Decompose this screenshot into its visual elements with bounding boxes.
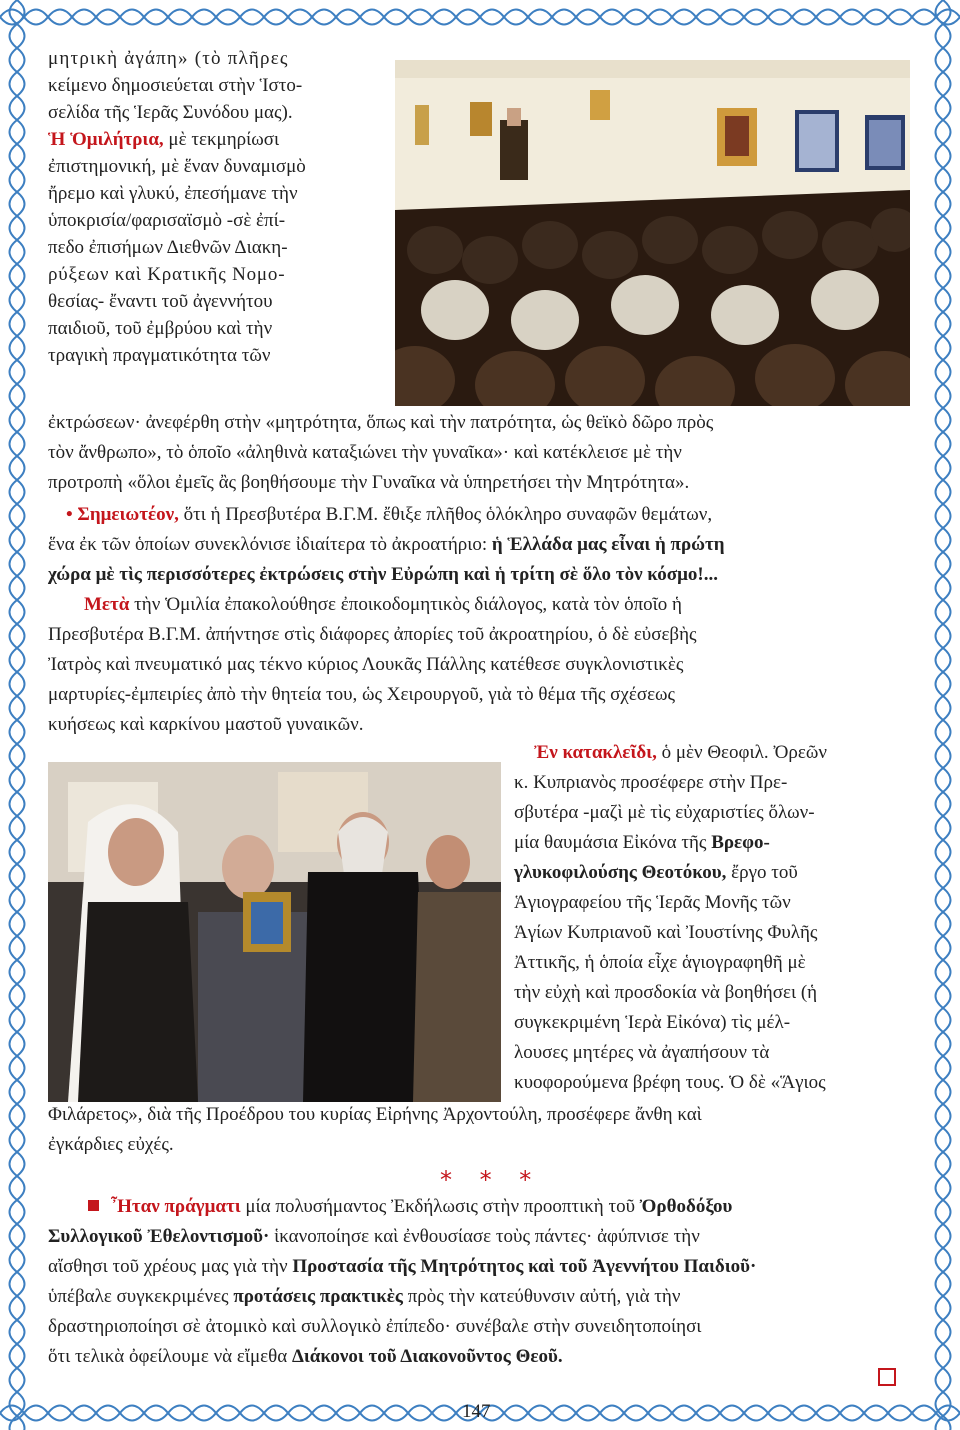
text-line: κείμενο δημοσιεύεται στὴν Ἱστο- xyxy=(48,75,303,96)
text-line: μητρικὴ ἀγάπη» (τὸ πλῆρες xyxy=(48,48,289,69)
text-line: τὴν εὐχὴ καὶ προσδοκία νὰ βοηθήσει (ἡ xyxy=(514,982,818,1003)
text-line xyxy=(84,594,682,616)
text-line: ἐπιστημονική, μὲ ἕναν δυναμισμὸ xyxy=(48,156,306,177)
section-separator: * * * xyxy=(440,1166,542,1194)
square-bullet-icon xyxy=(88,1200,99,1211)
text-run: πρὸς τὴν κατεύθυνσιν αὐτή, γιὰ τὴν xyxy=(402,1286,681,1307)
text-line: μαρτυρίες-ἐμπειρίες ἀπὸ τὴν θητεία του, ὡς Χειρουργοῦ, γιὰ τὸ θέμα τῆς σχέσεως xyxy=(48,684,676,705)
emphasis-text: Διάκονοι τοῦ Διακονοῦντος Θεοῦ. xyxy=(291,1346,563,1367)
photo-lecture-audience xyxy=(395,60,910,406)
text-run: μία πολυσήμαντος Ἐκδήλωσις στὴν προοπτικὴ τοῦ xyxy=(240,1196,640,1217)
text-line: τραγικὴ πραγματικότητα τῶν xyxy=(48,345,271,366)
text-line xyxy=(48,129,279,151)
text-run: τὴν Ὁμιλία ἐπακολούθησε ἐποικοδομητικὸς διάλογος, κατὰ τὸν ὁποῖο ἡ xyxy=(129,594,682,615)
end-of-article-icon xyxy=(878,1368,896,1386)
text-line: κυοφορούμενα βρέφη τους. Ὁ δὲ «Ἅγιος xyxy=(514,1072,826,1093)
text-line: λουσες μητέρες νὰ ἀγαπήσουν τὰ xyxy=(514,1042,770,1063)
text-line: Ἀττικῆς, ἡ ὁποία εἶχε ἁγιογραφηθῆ μὲ xyxy=(514,952,806,973)
page-number: 147 xyxy=(462,1401,491,1422)
decorative-border-left xyxy=(0,0,34,1430)
text-line: Πρεσβυτέρα Β.Γ.Μ. ἀπήντησε στὶς διάφορες ἀπορίες τοῦ ἀκροατηρίου, ὁ δὲ εὐσεβὴς xyxy=(48,624,697,645)
text-line: ἤρεμο καὶ γλυκύ, ἐπεσήμανε τὴν xyxy=(48,183,298,204)
text-run: μὲ τεκμηρίωσι xyxy=(163,129,280,150)
text-run: αἴσθησι τοῦ χρέους μας γιὰ τὴν xyxy=(48,1256,293,1277)
text-run: ἔργο τοῦ xyxy=(726,862,798,883)
emphasis-text: Συλλογικοῦ Ἐθελοντισμοῦ· xyxy=(48,1226,270,1247)
note-label: Σημειωτέον, xyxy=(77,504,179,525)
final-label: Ἦταν πράγματι xyxy=(111,1196,241,1217)
speaker-label: Ἡ Ὁμιλήτρια, xyxy=(48,129,164,150)
emphasis-text: γλυκοφιλούσης Θεοτόκου, xyxy=(514,862,727,883)
emphasis-text: Βρεφο- xyxy=(711,832,770,853)
emphasis-text: ἡ Ἑλλάδα μας εἶναι ἡ πρώτη xyxy=(487,534,725,555)
text-line: τὸν ἄνθρωπο», τὸ ὁποῖο «ἀληθινὰ καταξιώνει τὴν γυναῖκα»· καὶ κατέκλεισε μὲ τὴν xyxy=(48,442,682,463)
emphasis-text: προτάσεις πρακτικὲς xyxy=(233,1286,403,1307)
emphasis-text: Ὀρθοδόξου xyxy=(639,1196,733,1217)
text-line: Ἁγίων Κυπριανοῦ καὶ Ἰουστίνης Φυλῆς xyxy=(514,922,818,943)
text-run: ὅτι τελικὰ ὀφείλουμε νὰ εἴμεθα xyxy=(48,1346,292,1367)
text-line: ἐγκάρδιες εὐχές. xyxy=(48,1134,174,1155)
text-line: σβυτέρα -μαζὶ μὲ τὶς εὐχαριστίες ὅλων- xyxy=(514,802,815,823)
text-line xyxy=(48,1256,756,1278)
text-line xyxy=(514,862,798,884)
bullet-dot: • xyxy=(66,504,73,525)
text-line: ὑποκρισία/φαρισαϊσμὸ -σὲ ἐπί- xyxy=(48,210,286,231)
text-line: κυήσεως καὶ καρκίνου μαστοῦ γυναικῶν. xyxy=(48,714,364,735)
text-line: παιδιοῦ, τοῦ ἐμβρύου καὶ τὴν xyxy=(48,318,273,339)
text-line: Ἰατρὸς καὶ πνευματικό μας τέκνο κύριος Λουκᾶς Πάλλης κατέθεσε συγκλονιστικὲς xyxy=(48,654,684,675)
text-line xyxy=(48,534,725,556)
text-line: σελίδα τῆς Ἱερᾶς Συνόδου μας). xyxy=(48,102,293,123)
text-line xyxy=(48,1286,680,1308)
text-line xyxy=(48,1226,700,1248)
text-line: κ. Κυπριανὸς προσέφερε στὴν Πρε- xyxy=(514,772,788,793)
text-line xyxy=(66,504,712,526)
emphasis-text: χώρα μὲ τὶς περισσότερες ἐκτρώσεις στὴν Εὐρώπη καὶ ἡ τρίτη σὲ ὅλο τὸν κόσμο!... xyxy=(48,564,718,585)
text-line: θεσίας- ἔναντι τοῦ ἀγεννήτου xyxy=(48,291,273,312)
text-run: ὑπέβαλε συγκεκριμένες xyxy=(48,1286,234,1307)
text-line: πεδο ἐπισήμων Διεθνῶν Διακη- xyxy=(48,237,288,258)
text-run: ὁ μὲν Θεοφιλ. Ὀρεῶν xyxy=(656,742,827,763)
text-run: ὅτι ἡ Πρεσβυτέρα Β.Γ.Μ. ἔθιξε πλῆθος ὁλόκληρο συναφῶν θεμάτων, xyxy=(178,504,713,525)
after-label: Μετὰ xyxy=(84,594,130,615)
emphasis-text: Προστασία τῆς Μητρότητος καὶ τοῦ Ἀγεννήτου Παιδιοῦ· xyxy=(292,1256,757,1277)
text-line: προτροπὴ «ὅλοι ἐμεῖς ἂς βοηθήσουμε τὴν Γυναῖκα νὰ ὑπηρετήσει τὴν Μητρότητα». xyxy=(48,472,690,493)
text-line xyxy=(514,832,770,854)
text-line xyxy=(48,1346,563,1368)
text-line: ρύξεων καὶ Κρατικῆς Νομο- xyxy=(48,264,286,285)
decorative-border-right xyxy=(926,0,960,1430)
text-line: δραστηριοποίησι σὲ ἀτομικὸ καὶ συλλογικὸ ἐπίπεδο· συνέβαλε στὴν συνειδητοποίησι xyxy=(48,1316,702,1337)
text-run: μία θαυμάσια Εἰκόνα τῆς xyxy=(514,832,712,853)
text-line: Φιλάρετος», διὰ τῆς Προέδρου του κυρίας Εἰρήνης Ἀρχοντούλη, προσέφερε ἄνθη καὶ xyxy=(48,1104,702,1125)
text-line xyxy=(88,1196,732,1218)
text-run: ἕνα ἐκ τῶν ὁποίων συνεκλόνισε ἰδιαίτερα τὸ ἀκροατήριο: xyxy=(48,534,488,555)
text-line: ἐκτρώσεων· ἀνεφέρθη στὴν «μητρότητα, ὅπως καὶ τὴν πατρότητα, ὡς θεϊκὸ δῶρο πρὸς xyxy=(48,412,714,433)
text-line: συγκεκριμένη Ἱερὰ Εἰκόνα) τὶς μέλ- xyxy=(514,1012,791,1033)
conclusion-label: Ἐν κατακλεῖδι, xyxy=(534,742,657,763)
text-line xyxy=(534,742,827,764)
photo-icon-presentation xyxy=(48,762,501,1102)
decorative-border-top xyxy=(0,0,960,34)
text-run: ἱκανοποίησε καὶ ἐνθουσίασε τοὺς πάντες· ἀφύπνισε τὴν xyxy=(269,1226,700,1247)
text-line: Ἁγιογραφείου τῆς Ἱερᾶς Μονῆς τῶν xyxy=(514,892,791,913)
